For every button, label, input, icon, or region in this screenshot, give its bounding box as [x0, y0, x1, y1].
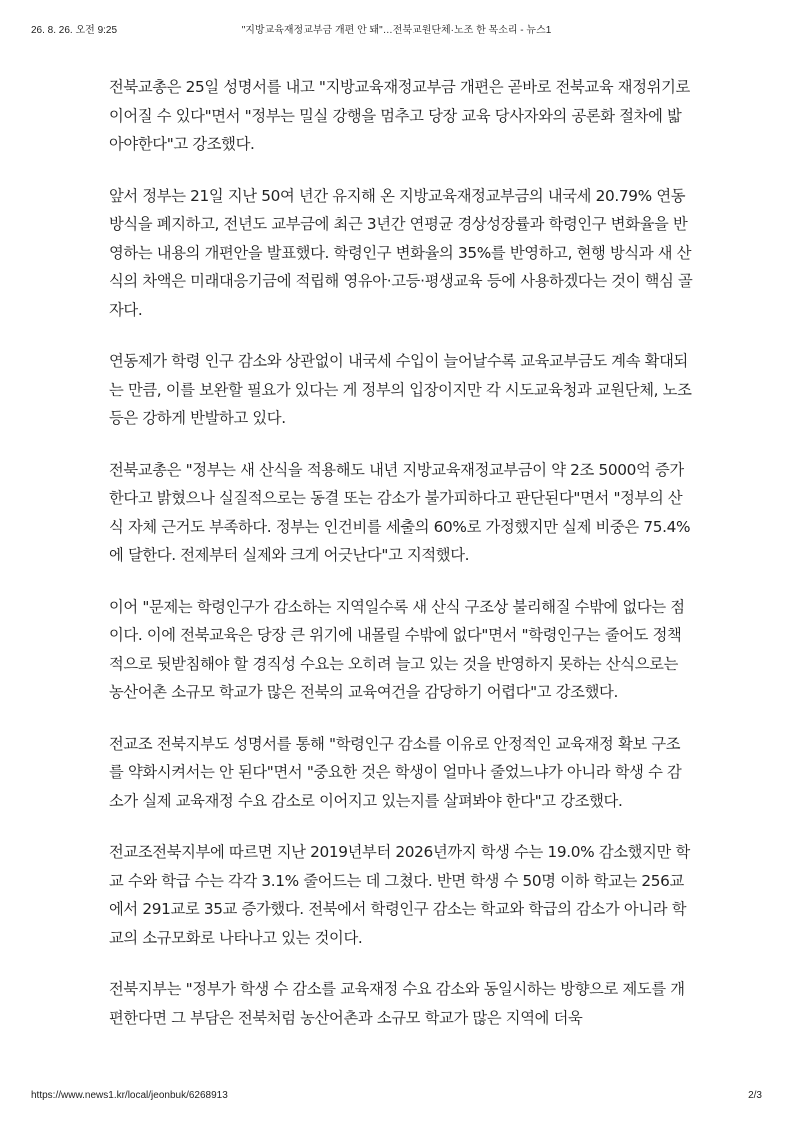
page-number: 2/3 — [748, 1090, 762, 1101]
article-paragraph: 전북지부는 "정부가 학생 수 감소를 교육재정 수요 감소와 동일시하는 방향으로 제도를 개편한다면 그 부담은 전북처럼 농산어촌과 소규모 학교가 많은 지역에 더욱 — [109, 980, 685, 1027]
article-paragraph: 전교조 전북지부도 성명서를 통해 "학령인구 감소를 이유로 안정적인 교육재정 확보 구조를 약화시켜서는 안 된다"면서 "중요한 것은 학생이 얼마나 줄었느냐가 아니라 학생 수 감소가 실제 교육재정 수요 감소로 이어지고 있는지를 살펴봐야 한다"고 강조했다. — [109, 734, 682, 810]
print-header — [31, 21, 762, 35]
article-url-link[interactable]: https://www.news1.kr/local/jeonbuk/6268913 — [31, 1090, 228, 1101]
print-footer — [31, 1090, 762, 1104]
print-datetime: 26. 8. 26. 오전 9:25 — [31, 25, 118, 36]
article-paragraph: 앞서 정부는 21일 지난 50여 년간 유지해 온 지방교육재정교부금의 내국세 20.79% 연동 방식을 폐지하고, 전년도 교부금에 최근 3년간 연평균 경상성장률과 학령인구 변화율을 반영하는 내용의 개편안을 발표했다. 학령인구 변화율의 35%를 반영하고, 현행 방식과 새 산식의 차액은 미래대응기금에 적립해 영유아·고등·평생교육 등에 사용하겠다는 것이 핵심 골자다. — [109, 186, 693, 319]
article-paragraph: 전북교총은 25일 성명서를 내고 "지방교육재정교부금 개편은 곧바로 전북교육 재정위기로 이어질 수 있다"면서 "정부는 밀실 강행을 멈추고 당장 교육 당사자와의 공론화 절차에 밟아야한다"고 강조했다. — [109, 78, 690, 153]
article-paragraph: 이어 "문제는 학령인구가 감소하는 지역일수록 새 산식 구조상 불리해질 수밖에 없다는 점이다. 이에 전북교육은 당장 큰 위기에 내몰릴 수밖에 없다"면서 "학령인구는 줄어도 정책적으로 뒷받침해야 할 경직성 수요는 오히려 늘고 있는 것을 반영하지 못하는 산식으로는 농산어촌 소규모 학교가 많은 전북의 교육여건을 감당하기 어렵다"고 강조했다. — [109, 597, 685, 701]
article-paragraph: 전북교총은 "정부는 새 산식을 적용해도 내년 지방교육재정교부금이 약 2조 5000억 증가한다고 밝혔으나 실질적으로는 동결 또는 감소가 불가피하다고 판단된다"면서 "정부의 산식 자체 근거도 부족하다. 정부는 인건비를 세출의 60%로 가정했지만 실제 비중은 75.4%에 달한다. 전제부터 실제와 크게 어긋난다"고 지적했다. — [109, 460, 691, 564]
article-paragraph: 전교조전북지부에 따르면 지난 2019년부터 2026년까지 학생 수는 19.0% 감소했지만 학교 수와 학급 수는 각각 3.1% 줄어드는 데 그쳤다. 반면 학생 수 50명 이하 학교는 256교에서 291교로 35교 증가했다. 전북에서 학령인구 감소는 학교와 학급의 감소가 아니라 학교의 소규모화로 나타나고 있는 것이다. — [109, 843, 690, 947]
article-body — [109, 73, 693, 1055]
print-page-title: "지방교육재정교부금 개편 안 돼"…전북교원단체·노조 한 목소리 - 뉴스1 — [241, 25, 552, 36]
article-paragraph: 연동제가 학령 인구 감소와 상관없이 내국세 수입이 늘어날수록 교육교부금도 계속 확대되는 만큼, 이를 보완할 필요가 있다는 게 정부의 입장이지만 각 시도교육청과 교원단체, 노조 등은 강하게 반발하고 있다. — [109, 352, 692, 427]
